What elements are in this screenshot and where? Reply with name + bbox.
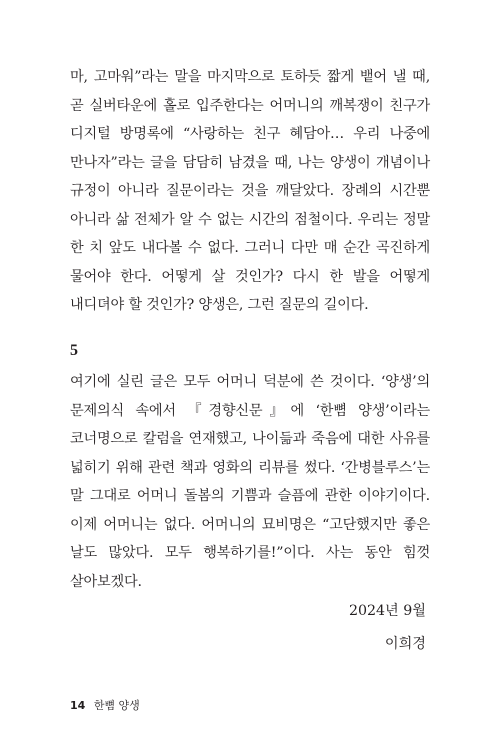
signature-name: 이희경 [384,636,426,652]
section-number: 5 [70,342,78,359]
page-footer [70,697,140,713]
page-number: 14 [70,699,86,712]
body-paragraph-2: 여기에 실린 글은 모두 어머니 덕분에 쓴 것이다. ‘양생’의 문제의식 속에서 『경향신문』에 ‘한뼘 양생’이라는 코너명으로 칼럼을 연재했고, 나이듦과 죽음에 대한 사유를 넓히기 위해 관련 책과 영화의 리뷰를 썼다. ‘간병블루스’는 말 그대로 어머니 돌봄의 기쁨과 슬픔에 관한 이야기이다. 이제 어머니는 없다. 어머니의 묘비명은 “고단했지만 좋은 날도 많았다. 모두 행복하기를!”이다. 사는 동안 힘껏 살아보겠다. [70,374,430,590]
body-paragraph-1: 마, 고마워”라는 말을 마지막으로 토하듯 짧게 뱉어 낼 때, 곧 실버타운에 홀로 입주한다는 어머니의 깨복쟁이 친구가 디지털 방명록에 “사랑하는 친구 혜담아… 우리 나중에 만나자”라는 글을 담담히 남겼을 때, 나는 양생이 개념이나 규정이 아니라 질문이라는 것을 깨달았다. 장례의 시간뿐 아니라 삶 전체가 알 수 없는 시간의 점철이다. 우리는 정말 한 치 앞도 내다볼 수 없다. 그러니 다만 매 순간 곡진하게 물어야 한다. 어떻게 살 것인가? 다시 한 발을 어떻게 내디뎌야 할 것인가? 양생은, 그런 질문의 길이다. [70,69,430,313]
signature-date: 2024년 9월 [348,603,426,619]
running-title: 한뼘 양생 [93,699,140,712]
